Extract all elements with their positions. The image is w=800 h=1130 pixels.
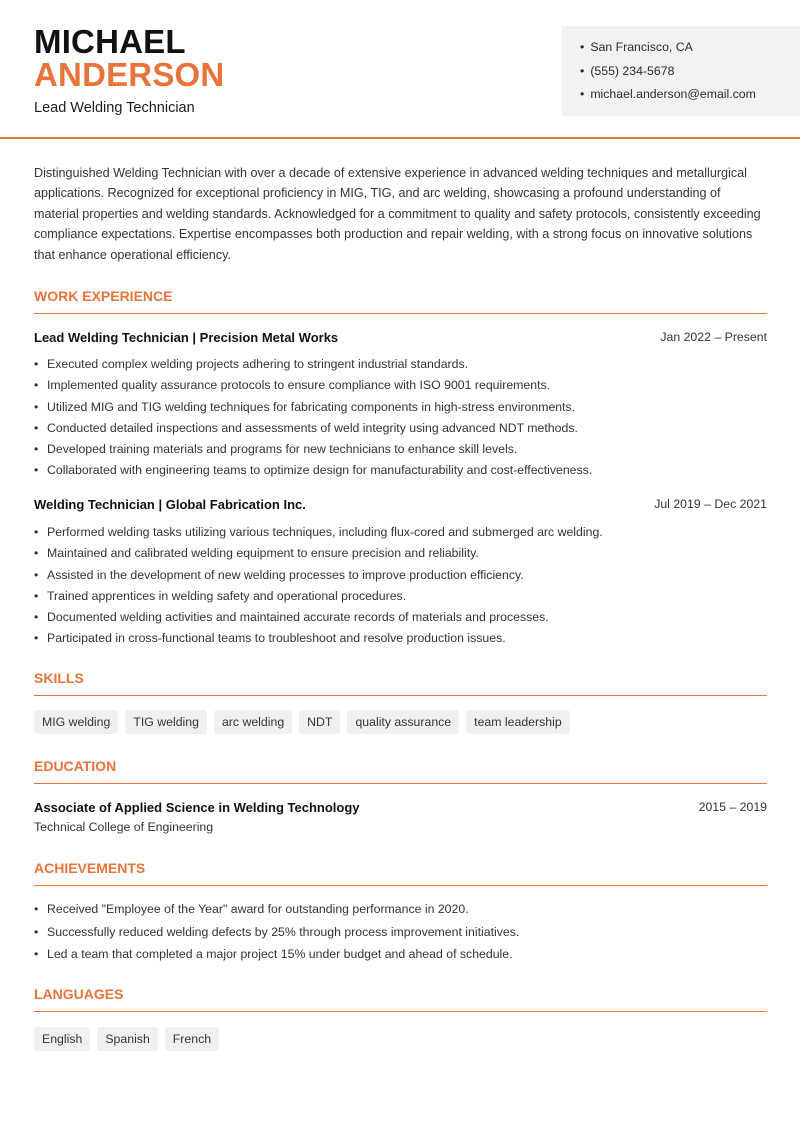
section-title-education: EDUCATION (34, 758, 767, 784)
skill-tag: TIG welding (125, 710, 207, 734)
section-title-work: WORK EXPERIENCE (34, 288, 767, 314)
job-header (34, 330, 767, 348)
list-item: • Led a team that completed a major project 15% under budget and ahead of schedule. (34, 945, 767, 968)
job-date: Jul 2019 – Dec 2021 (654, 497, 767, 511)
job-role: Welding Technician | Global Fabrication Inc. (34, 497, 306, 512)
skill-tag: MIG welding (34, 710, 118, 734)
contact-box (562, 26, 800, 116)
list-item: • Documented welding activities and maintained accurate records of materials and processes. (34, 608, 767, 629)
list-item: • Executed complex welding projects adhering to stringent industrial standards. (34, 355, 767, 376)
skills-tags (34, 710, 570, 734)
education-degree: Associate of Applied Science in Welding Technology (34, 800, 360, 815)
list-item: • Developed training materials and programs for new technicians to enhance skill levels. (34, 440, 767, 461)
list-item: • Received "Employee of the Year" award for outstanding performance in 2020. (34, 900, 767, 923)
list-item: • Trained apprentices in welding safety and operational procedures. (34, 587, 767, 608)
list-item: • Conducted detailed inspections and assessments of weld integrity using advanced NDT methods. (34, 419, 767, 440)
list-item: • Participated in cross-functional teams to troubleshoot and resolve production issues. (34, 629, 767, 650)
list-item: • Maintained and calibrated welding equipment to ensure precision and reliability. (34, 544, 767, 565)
contact-phone: • (555) 234-5678 (580, 62, 756, 86)
resume-header (0, 0, 800, 139)
contact-location: • San Francisco, CA (580, 38, 756, 62)
job-header (34, 497, 767, 515)
job-date: Jan 2022 – Present (660, 330, 767, 344)
education-school: Technical College of Engineering (34, 820, 214, 834)
contact-list (580, 38, 756, 109)
job-bullets (34, 355, 767, 483)
education-date: 2015 – 2019 (698, 800, 767, 814)
section-title-languages: LANGUAGES (34, 986, 767, 1012)
first-name: MICHAEL (34, 23, 186, 60)
achievement-bullets (34, 900, 767, 968)
job-title: Lead Welding Technician (34, 100, 195, 116)
job-bullets (34, 523, 767, 651)
list-item: • Utilized MIG and TIG welding techniques for fabricating components in high-stress environments. (34, 398, 767, 419)
language-tags (34, 1027, 219, 1051)
list-item: • Implemented quality assurance protocols to ensure compliance with ISO 9001 requirements. (34, 376, 767, 397)
section-title-skills: SKILLS (34, 670, 767, 696)
section-title-achievements: ACHIEVEMENTS (34, 860, 767, 886)
last-name: ANDERSON (34, 56, 225, 93)
list-item: • Collaborated with engineering teams to optimize design for manufacturability and cost-effectiveness. (34, 461, 767, 482)
skill-tag: arc welding (214, 710, 292, 734)
skill-tag: NDT (299, 710, 340, 734)
list-item: • Assisted in the development of new welding processes to improve production efficiency. (34, 566, 767, 587)
language-tag: Spanish (97, 1027, 157, 1051)
list-item: • Performed welding tasks utilizing various techniques, including flux-cored and submerged arc welding. (34, 523, 767, 544)
language-tag: English (34, 1027, 90, 1051)
contact-email: • michael.anderson@email.com (580, 85, 756, 109)
language-tag: French (165, 1027, 219, 1051)
list-item: • Successfully reduced welding defects by 25% through process improvement initiatives. (34, 923, 767, 946)
skill-tag: team leadership (466, 710, 570, 734)
skill-tag: quality assurance (347, 710, 459, 734)
job-role: Lead Welding Technician | Precision Metal Works (34, 330, 339, 345)
summary: Distinguished Welding Technician with over a decade of extensive experience in advanced welding techniques and metallurgical applications. Recognized for exceptional proficiency in MIG, TIG, and arc welding, showcasing a profound understanding of material properties and welding standards. Acknowledged for a commitment to quality and safety protocols, consistently exceeding compliance expectations. Expertise encompasses both production and repair welding, with a strong focus on innovative solutions that enhance operational efficiency. (34, 166, 761, 262)
